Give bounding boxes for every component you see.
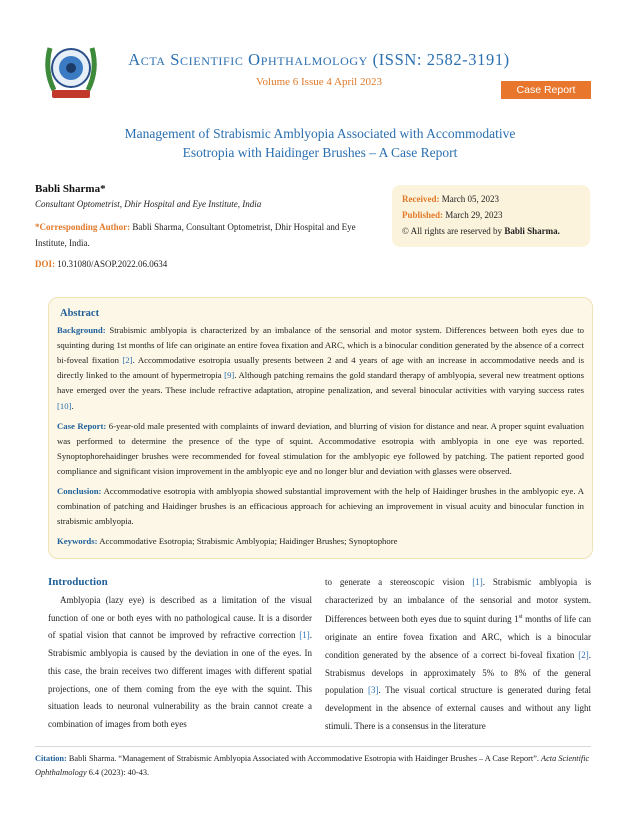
intro-left-column [48, 592, 312, 734]
doi-label: DOI: [35, 259, 55, 269]
corresponding-text: Babli Sharma, Consultant Optometrist, Dhir Hospital and Eye Institute, India. [35, 222, 356, 248]
journal-seal-icon [40, 36, 102, 106]
rights-name: Babli Sharma. [504, 226, 560, 236]
conclusion-text: Accommodative esotropia with amblyopia showed substantial improvement with the help of Haidinger brushes in the amblyopic eye. A combination of patching and Haidinger brushes is an efficacious approach for achieving an improvement in visual acuity and binocular function in strabismic amblyopia. [57, 486, 584, 527]
doi-link[interactable]: 10.31080/ASOP.2022.06.0634 [57, 259, 168, 269]
reference-link[interactable]: [9] [224, 370, 235, 381]
body-text: . Strabismus develops in approximately 5% to 8% of the general population [325, 649, 591, 696]
abstract-case-report [57, 419, 584, 479]
doi [35, 259, 167, 269]
volume-issue: Volume 6 Issue 4 April 2023 [256, 76, 382, 88]
superscript: st [518, 614, 523, 621]
body-text: to generate a stereoscopic vision [325, 577, 465, 587]
introduction-heading: Introduction [48, 576, 108, 588]
citation-tail: 6.4 (2023): 40-43. [88, 767, 150, 777]
dates-box [392, 185, 590, 247]
body-text: . Strabismic amblyopia is caused by the deviation in one of the eyes. In this case, the brain receives two different images with different spatial projections, one of them coming from the eye with the squint. This situation leads to neuronal vulnerability as the brain cannot create a combination of images from both eyes [48, 630, 313, 729]
corresponding-label: *Corresponding Author: [35, 222, 131, 232]
reference-link[interactable]: [2] [578, 649, 589, 660]
body-text: Amblyopia (lazy eye) is described as a limitation of the visual function of one or both eyes with no pathological cause. It is a disorder of spatial vision that cannot be improved by refractive correction [48, 595, 312, 641]
reference-link[interactable]: [3] [368, 685, 379, 696]
conclusion-label: Conclusion: [57, 486, 102, 497]
abstract-heading: Abstract [60, 308, 100, 319]
article-title-line-2: Esotropia with Haidinger Brushes – A Case Report [182, 145, 458, 160]
abstract-background [57, 323, 584, 414]
abstract-keywords [57, 534, 584, 549]
citation [35, 752, 595, 779]
case-report-badge: Case Report [501, 81, 591, 99]
keywords-text: Accommodative Esotropia; Strabismic Amblyopia; Haidinger Brushes; Synoptophore [99, 536, 398, 547]
background-label: Background: [57, 325, 106, 336]
intro-right-column [325, 574, 591, 735]
received-value: March 05, 2023 [441, 194, 499, 204]
body-text: . The visual cortical structure is generated during fetal development in the absence of external causes and without any light stimuli. There is a consensus in the literature [325, 685, 591, 731]
case-report-label: Case Report: [57, 420, 107, 431]
published-date [402, 207, 580, 223]
body-text: . Strabismic amblyopia is characterized by an imbalance of the sensorial and motor system. Differences between both eyes due to squint during 1 [325, 577, 592, 625]
reference-link[interactable]: [2] [122, 355, 133, 366]
rights-text: © All rights are reserved by [402, 226, 503, 236]
background-text: . Although patching remains the gold standard therapy of amblyopia, several new treatment options have emerged over the years. These include refractive adaptation, atropine penalization, and several binocular activities with varying success rates [57, 370, 584, 396]
article-title [60, 124, 580, 162]
background-text: . [71, 400, 74, 411]
citation-text: Babli Sharma. “Management of Strabismic Amblyopia Associated with Accommodative Esotropia with Haidinger Brushes – A Case Report”. [68, 754, 539, 763]
reference-link[interactable]: [1] [472, 577, 483, 587]
author-affiliation: Consultant Optometrist, Dhir Hospital and Eye Institute, India [35, 199, 262, 209]
corresponding-author [35, 219, 385, 251]
received-date [402, 191, 580, 207]
reference-link[interactable]: [10] [57, 400, 72, 411]
background-text: Strabismic amblyopia is characterized by an imbalance of the sensorial and motor system. Differences between both eyes due to squinting during 1st months of life can originate an entire fovea fixation and ARC, which is a binocular condition generated by the absence of a correct bi-foveal fixation [57, 325, 584, 366]
abstract-box [48, 297, 593, 559]
case-report-text: 6-year-old male presented with complaints of inward deviation, and blurring of vision for distance and near. A proper squint evaluation was performed to determine the presence of the type of squint. Accommodative esotropia with amblyopia in one eye was reported. Synoptophorehaidinger brushes were recommended for foveal stimulation for the amblyopic eye followed by patching. The patient reported good compliance and significant vision improvement in the amblyopic eye and no longer blur and deviation with glasses were observed. [57, 420, 584, 476]
journal-title: Acta Scientific Ophthalmology (ISSN: 2582-3191) [128, 50, 510, 69]
abstract-conclusion [57, 484, 584, 529]
citation-label: Citation: [35, 754, 67, 763]
copyright-line [402, 223, 580, 239]
reference-link[interactable]: [1] [299, 630, 310, 641]
published-label: Published: [402, 210, 444, 220]
published-value: March 29, 2023 [445, 210, 503, 220]
citation-journal: Acta Scientific Ophthalmology [35, 754, 590, 777]
body-text: months of life can originate an entire fovea fixation and ARC, which is a binocular condition generated by the absence of a correct bi-foveal fixation [325, 614, 591, 660]
keywords-label: Keywords: [57, 536, 98, 547]
footer-divider [35, 746, 591, 747]
article-title-line-1: Management of Strabismic Amblyopia Associated with Accommodative [124, 126, 516, 141]
received-label: Received: [402, 194, 440, 204]
author-name: Babli Sharma* [35, 183, 106, 195]
background-text: . Accommodative esotropia usually presents between 2 and 4 years of age with an increase in accommodative needs and is directly linked to the amount of hypermetropia [57, 355, 585, 381]
